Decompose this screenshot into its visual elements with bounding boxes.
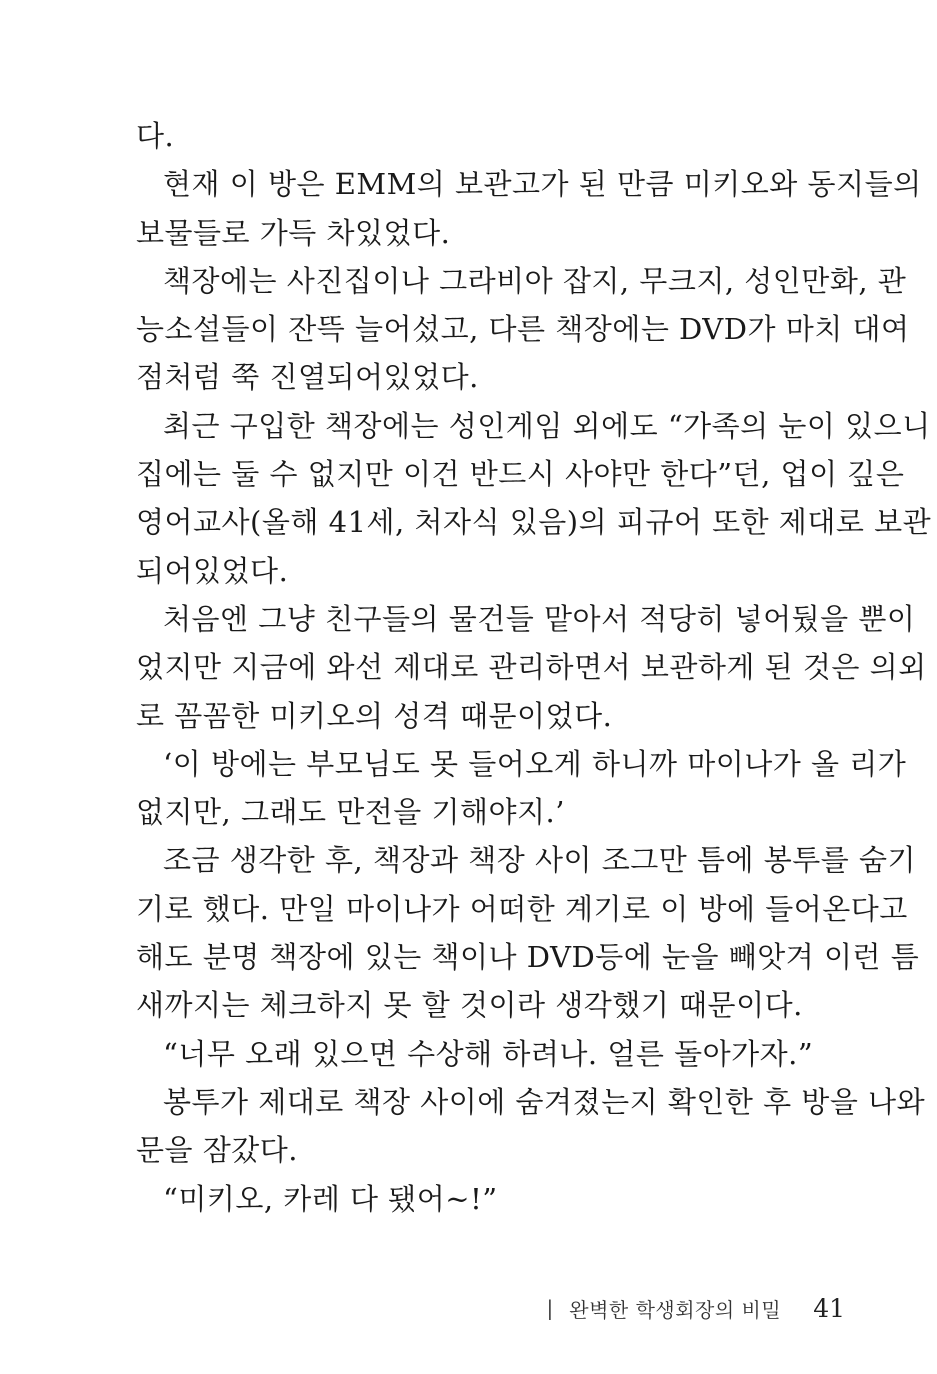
text-line: 집에는 둘 수 없지만 이건 반드시 사야만 한다”던, 업이 깊은	[136, 457, 905, 492]
text-line: 다.	[136, 119, 175, 153]
text-line: 해도 분명 책장에 있는 책이나 DVD등에 눈을 빼앗겨 이런 틈	[136, 940, 920, 975]
page-number: 41	[813, 1293, 845, 1323]
text-line: 처음엔 그냥 친구들의 물건들 맡아서 적당히 넣어뒀을 뿐이	[163, 601, 916, 636]
running-title: 완벽한 학생회장의 비밀	[569, 1297, 782, 1322]
text-line: 기로 했다. 만일 마이나가 어떠한 계기로 이 방에 들어온다고	[136, 891, 908, 926]
text-line: 었지만 지금에 와선 제대로 관리하면서 보관하게 된 것은 의외	[136, 650, 927, 685]
text-line: 없지만, 그래도 만전을 기해야지.’	[136, 795, 565, 830]
page-footer	[547, 1290, 845, 1326]
text-line: 봉투가 제대로 책장 사이에 숨겨졌는지 확인한 후 방을 나와	[163, 1084, 926, 1119]
text-line: 되어있었다.	[136, 553, 289, 588]
text-line: 최근 구입한 책장에는 성인게임 외에도 “가족의 눈이 있으니	[163, 408, 931, 443]
text-line: 조금 생각한 후, 책장과 책장 사이 조그만 틈에 봉투를 숨기	[163, 843, 917, 878]
text-line: 보물들로 가득 차있었다.	[136, 215, 451, 250]
footer-divider: |	[546, 1296, 554, 1320]
text-line: 능소설들이 잔뜩 늘어섰고, 다른 책장에는 DVD가 마치 대여	[136, 312, 910, 347]
text-line: 로 꼼꼼한 미키오의 성격 때문이었다.	[136, 698, 613, 733]
body-text	[136, 112, 932, 1223]
text-line: 새까지는 체크하지 못 할 것이라 생각했기 때문이다.	[136, 988, 803, 1023]
text-line: “미키오, 카레 다 됐어~!”	[163, 1181, 498, 1216]
text-line: 문을 잠갔다.	[136, 1133, 299, 1168]
text-line: 현재 이 방은 EMM의 보관고가 된 만큼 미키오와 동지들의	[163, 167, 922, 202]
text-line: 영어교사(올해 41세, 처자식 있음)의 피규어 또한 제대로 보관	[136, 505, 932, 540]
text-line: “너무 오래 있으면 수상해 하려나. 얼른 돌아가자.”	[163, 1036, 814, 1071]
text-line: 점처럼 쭉 진열되어있었다.	[136, 360, 479, 395]
text-line: ‘이 방에는 부모님도 못 들어오게 하니까 마이나가 올 리가	[163, 746, 907, 781]
text-line: 책장에는 사진집이나 그라비아 잡지, 무크지, 성인만화, 관	[163, 263, 907, 298]
